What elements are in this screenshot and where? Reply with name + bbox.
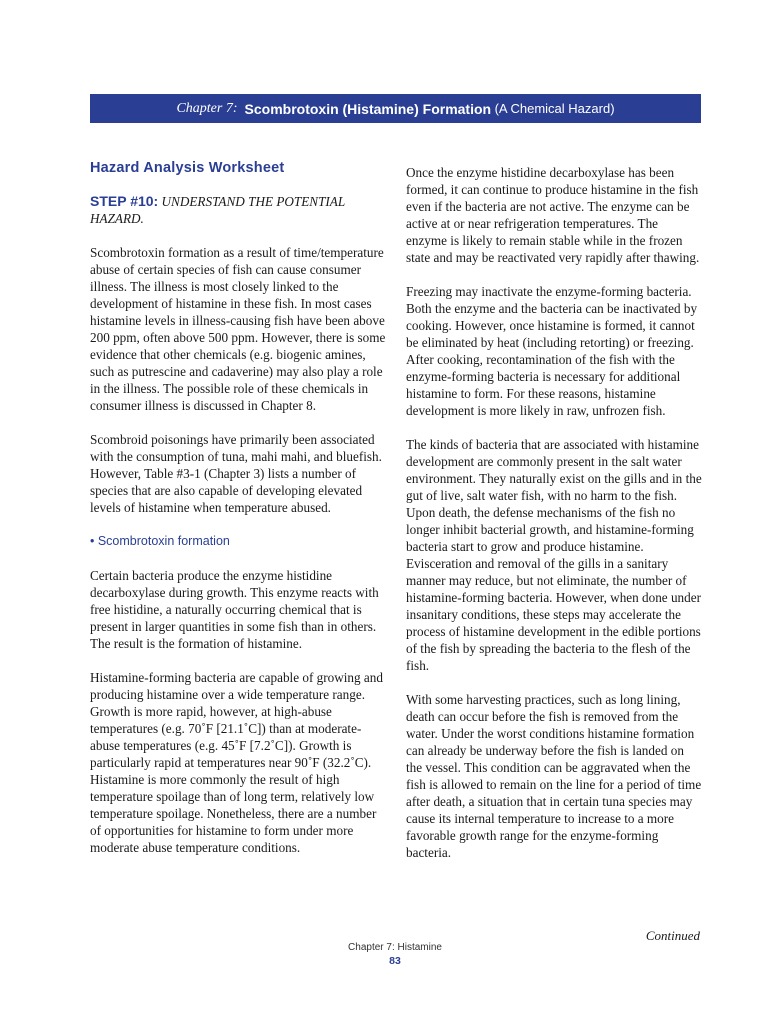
paragraph: Scombroid poisonings have primarily been associated with the consumption of tuna, mahi mahi, and bluefish. However, Table #3-1 (Chapter 3) lists a number of species that are also capable of developing elevated levels of histamine when temperature abused. [90,432,382,515]
banner-subtitle: (A Chemical Hazard) [494,101,615,116]
step-label: STEP #10: [90,193,159,209]
continued-note: Continued [645,928,700,943]
chapter-banner [90,94,701,123]
banner-chapter: Chapter 7: [176,100,238,116]
paragraph: Histamine-forming bacteria are capable of growing and producing histamine over a wide temperature range. Growth is more rapid, however, at high-abuse temperatures (e.g. 70˚F [21.1˚C]) than at moderate-abuse temperatures (e.g. 45˚F [7.2˚C]). Growth is particularly rapid at temperatures near 90˚F (32.2˚C). Histamine is more commonly the result of high temperature spoilage than of long term, relatively low temperature spoilage. Nonetheless, there are a number of opportunities for histamine to form under more moderate abuse temperature conditions. [90,670,383,855]
right-column [406,164,702,878]
banner-title: Scombrotoxin (Histamine) Formation [244,100,492,117]
left-column [90,160,386,873]
paragraph: Certain bacteria produce the enzyme histidine decarboxylase during growth. This enzyme reacts with free histidine, a naturally occurring chemical that is present in larger quantities in some fish than in others. The result is the formation of histamine. [90,568,379,651]
footer-chapter: Chapter 7: Histamine [348,942,442,953]
page-footer [0,942,768,967]
paragraph: With some harvesting practices, such as long lining, death can occur before the fish is removed from the water. Under the worst conditions histamine formation can already be underway before the fish is landed on the vessel. This condition can be aggravated when the fish is allowed to remain on the line for a period of time after death, a situation that in certain tuna species may cause its internal temperature to increase to a more favorable growth range for the enzyme-forming bacteria. [406,692,702,860]
paragraph: Once the enzyme histidine decarboxylase has been formed, it can continue to produce histamine in the fish even if the bacteria are not active. The enzyme can be active at or near refrigeration temperatures. The enzyme is likely to remain stable while in the frozen state and may be reactivated very rapidly after thawing. [406,165,700,265]
page-number: 83 [389,955,401,967]
worksheet-heading: Hazard Analysis Worksheet [90,160,285,176]
paragraph: Freezing may inactivate the enzyme-forming bacteria. Both the enzyme and the bacteria can be inactivated by cooking. However, once histamine is formed, it cannot be eliminated by heat (including retorting) or freezing. After cooking, recontamination of the fish with the enzyme-forming bacteria is necessary for additional histamine to form. For these reasons, histamine development is more likely in raw, unfrozen fish. [406,284,698,418]
bullet-heading: • Scombrotoxin formation [90,534,230,548]
paragraph: Scombrotoxin formation as a result of time/temperature abuse of certain species of fish can cause consumer illness. The illness is most closely linked to the development of histamine in these fish. In most cases histamine levels in illness-causing fish have been above 200 ppm, often above 500 ppm. However, there is some evidence that other chemicals (e.g. biogenic amines, such as putrescine and cadaverine) may also play a role in the illness. The possible role of these chemicals in consumer illness is discussed in Chapter 8. [90,245,386,413]
step-text: UNDERSTAND THE POTENTIAL HAZARD. [90,194,345,226]
paragraph: The kinds of bacteria that are associated with histamine development are commonly present in the salt water environment. They naturally exist on the gills and in the gut of live, salt water fish, with no harm to the fish. Upon death, the defense mechanisms of the fish no longer inhibit bacterial growth, and histamine-forming bacteria start to grow and produce histamine. Evisceration and removal of the gills in a sanitary manner may reduce, but not eliminate, the number of histamine-forming bacteria. However, when done under insanitary conditions, these steps may accelerate the process of histamine development in the edible portions of the fish by spreading the bacteria to the flesh of the fish. [406,437,702,673]
step-heading [90,193,386,227]
